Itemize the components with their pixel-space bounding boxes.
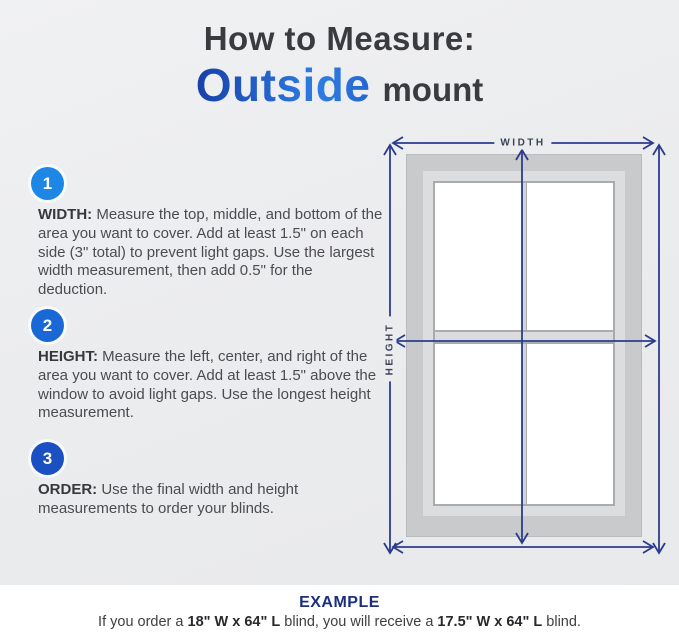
- step-1-number-badge: 1: [31, 167, 64, 200]
- example-suffix: blind.: [542, 614, 581, 630]
- step-3-number-badge: 3: [31, 442, 64, 475]
- title-line1: How to Measure:: [203, 20, 476, 57]
- example-ordered-size: 18" W x 64" L: [187, 614, 281, 630]
- step-2-description: [38, 348, 384, 423]
- example-prefix: If you order a: [98, 614, 188, 630]
- step-height: [38, 309, 384, 423]
- step-width: [38, 167, 384, 300]
- title-highlight-outside: Outside: [195, 58, 371, 111]
- step-1-label: WIDTH:: [38, 206, 93, 223]
- step-2-text: Measure the left, center, and right of the area you want to cover. Add at least 1.5" above the window to avoid light gaps. Use the longest height measurement.: [38, 348, 377, 422]
- center-horizontal-arrow: [395, 335, 655, 347]
- example-received-size: 17.5" W x 64" L: [437, 614, 543, 630]
- step-1-description: [38, 206, 384, 300]
- step-order: [38, 442, 384, 519]
- step-2-label: HEIGHT:: [38, 348, 98, 365]
- title-line2: [0, 58, 679, 111]
- example-heading: EXAMPLE: [299, 594, 380, 611]
- step-3-description: [38, 481, 384, 519]
- page-title: [0, 22, 679, 109]
- example-sentence: [0, 614, 679, 630]
- height-dimension-label: HEIGHT: [384, 317, 397, 382]
- measurement-arrows: [378, 133, 670, 565]
- center-vertical-arrow: [516, 150, 528, 543]
- step-3-text: Use the final width and height measurements to order your blinds.: [38, 481, 299, 517]
- example-section: [0, 585, 679, 644]
- example-middle: blind, you will receive a: [280, 614, 438, 630]
- step-1-text: Measure the top, middle, and bottom of the area you want to cover. Add at least 1.5" on each side (3" total) to prevent light gaps. Use the largest width measurement, then add 0.5" for the deduction.: [38, 206, 383, 298]
- height-arrow-right: [653, 145, 665, 553]
- step-3-label: ORDER:: [38, 481, 98, 498]
- width-dimension-label: WIDTH: [494, 137, 551, 150]
- window-measurement-diagram: [378, 133, 670, 565]
- step-2-number-badge: 2: [31, 309, 64, 342]
- title-mount: mount: [382, 70, 484, 108]
